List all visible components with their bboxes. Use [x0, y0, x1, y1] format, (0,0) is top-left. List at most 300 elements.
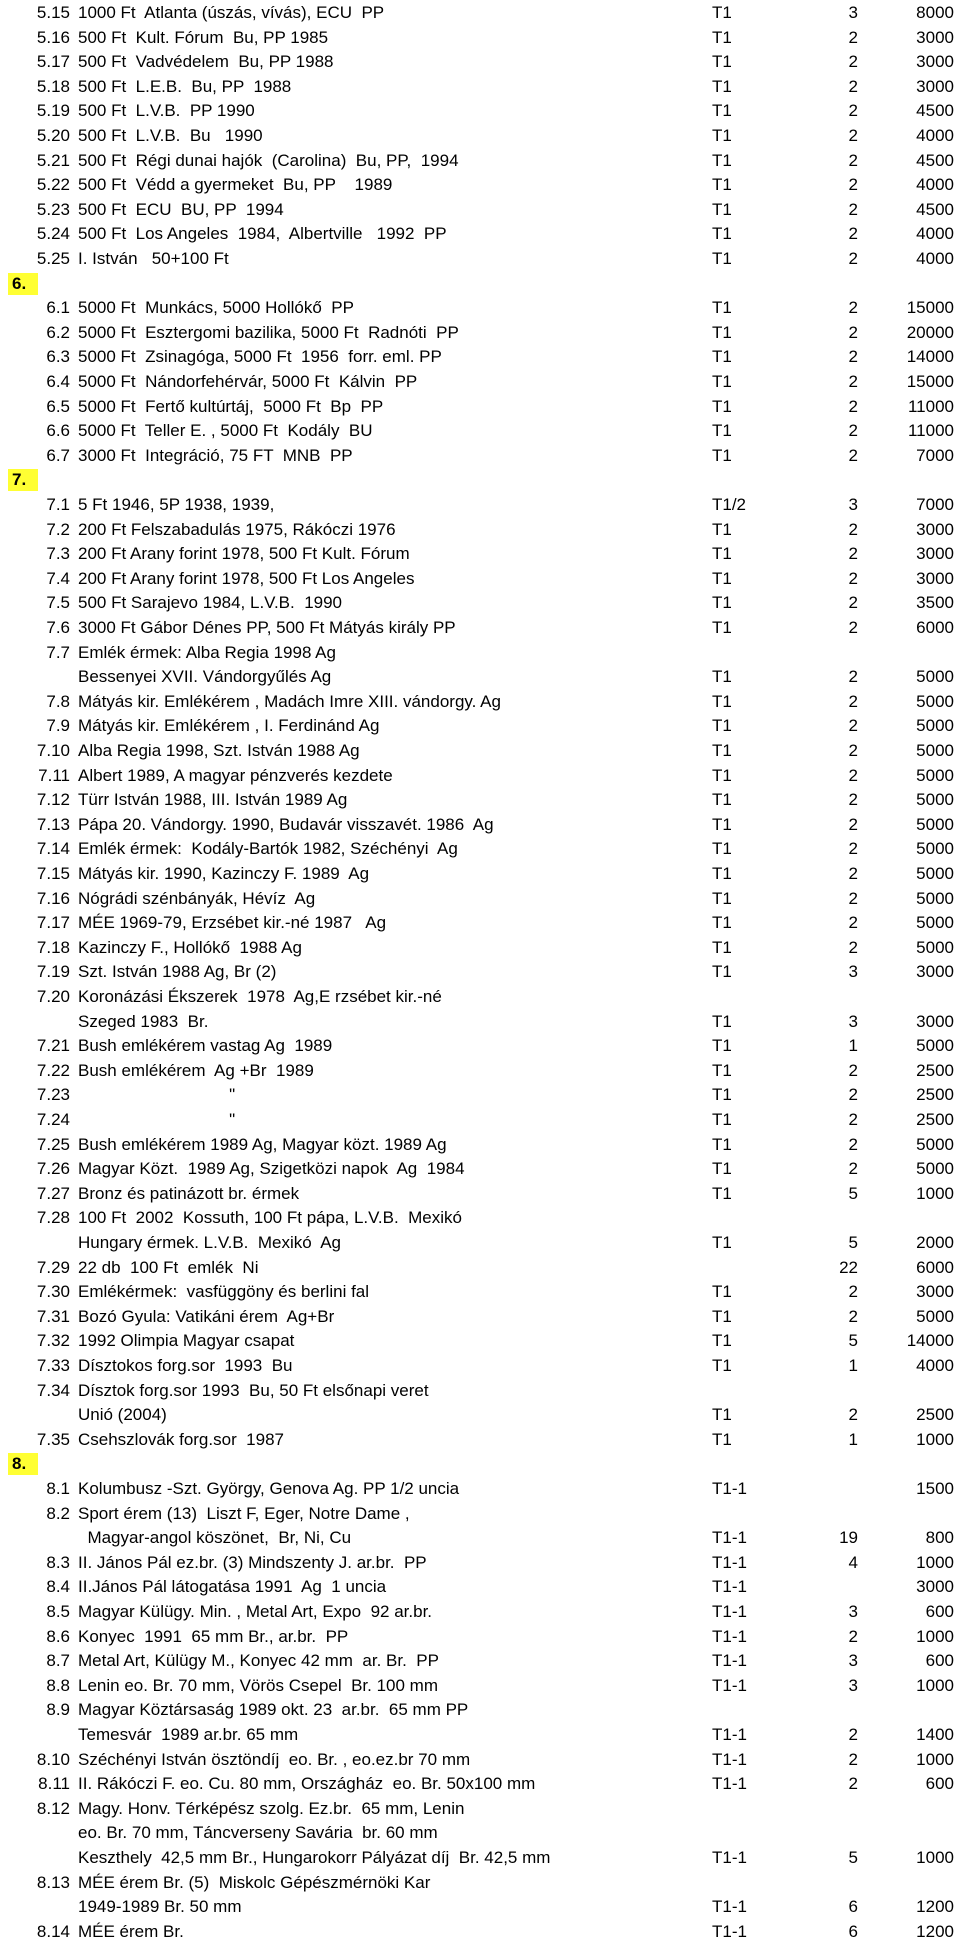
item-price: 3500 [916, 593, 954, 613]
list-item [0, 1772, 960, 1797]
item-price: 3000 [916, 962, 954, 982]
item-quantity: 3 [848, 1602, 858, 1621]
description-line: Kolumbusz -Szt. György, Genova Ag. PP 1/2 uncia [78, 1479, 460, 1498]
item-price: 3000 [916, 544, 954, 564]
item-grade: T1 [712, 962, 732, 982]
item-quantity: 2 [848, 27, 858, 47]
item-number: 7.1 [46, 495, 70, 514]
list-item [0, 26, 960, 51]
description-line: Pápa 20. Vándorgy. 1990, Budavár visszavét. 1986 Ag [78, 814, 494, 834]
item-price: 4500 [916, 101, 954, 121]
item-price: 3000 [916, 1577, 954, 1597]
item-price: 600 [925, 1651, 954, 1671]
list-item [0, 296, 960, 321]
description-line: Magyar Köztársaság 1989 okt. 23 ar.br. 65 mm PP [78, 1700, 469, 1720]
item-grade: T1 [712, 790, 732, 810]
item-number: 8.9 [46, 1700, 70, 1720]
list-item [0, 542, 960, 567]
item-number: 6.5 [46, 396, 70, 416]
description-line: Konyec 1991 65 mm Br., ar.br. PP [78, 1626, 349, 1646]
item-quantity: 2 [848, 1134, 858, 1154]
item-grade: T1 [712, 1159, 732, 1179]
list-item [0, 1698, 960, 1747]
item-quantity: 6 [848, 1897, 858, 1917]
item-number: 7.16 [36, 888, 70, 908]
item-quantity: 2 [848, 1724, 858, 1744]
item-quantity: 2 [848, 913, 858, 933]
item-grade: T1 [712, 913, 732, 933]
item-price: 4000 [916, 249, 954, 268]
item-number: 5.16 [36, 27, 70, 47]
item-price: 5000 [916, 839, 954, 859]
item-number: 5.19 [36, 101, 70, 121]
item-grade: T1 [712, 568, 732, 588]
item-quantity: 1 [848, 1036, 858, 1056]
item-grade: T1 [712, 544, 732, 564]
description-line: Emlékérmek: vasfüggöny és berlini fal [78, 1282, 370, 1302]
item-number: 8.10 [36, 1749, 70, 1769]
description-line: Dísztokos forg.sor 1993 Bu [78, 1356, 293, 1375]
list-item [0, 173, 960, 198]
item-grade: T1 [712, 1356, 732, 1375]
item-number: 8.11 [38, 1774, 70, 1794]
item-number: 7.27 [36, 1183, 70, 1203]
item-grade: T1-1 [712, 1528, 747, 1548]
description-line: Széchényi István ösztöndíj eo. Br. , eo.ez.br 70 mm [78, 1749, 471, 1769]
item-price: 5000 [916, 1036, 954, 1056]
item-grade: T1 [712, 396, 732, 416]
item-price: 5000 [916, 937, 954, 957]
item-grade: T1 [712, 322, 732, 342]
item-number: 7.23 [36, 1085, 70, 1105]
item-quantity: 19 [839, 1528, 858, 1548]
item-quantity: 3 [848, 1675, 858, 1695]
list-item [0, 124, 960, 149]
item-quantity: 2 [848, 790, 858, 810]
list-item [0, 518, 960, 543]
item-price: 5000 [916, 765, 954, 785]
item-number: 8.5 [46, 1602, 70, 1621]
item-quantity: 3 [848, 962, 858, 982]
description-line: 200 Ft Arany forint 1978, 500 Ft Kult. Fórum [78, 544, 410, 564]
description-line: 5 Ft 1946, 5P 1938, 1939, [78, 495, 275, 514]
list-item [0, 1625, 960, 1650]
item-price: 1400 [916, 1724, 954, 1744]
item-quantity: 2 [848, 667, 858, 687]
description-line: Mátyás kir. 1990, Kazinczy F. 1989 Ag [78, 864, 370, 883]
item-quantity: 2 [848, 421, 858, 441]
list-item [0, 395, 960, 420]
list-item [0, 837, 960, 862]
description-line: Emlék érmek: Alba Regia 1998 Ag [78, 642, 336, 662]
description-line: Bush emlékérem vastag Ag 1989 [78, 1036, 333, 1056]
item-quantity: 5 [848, 1183, 858, 1203]
description-line: Temesvár 1989 ar.br. 65 mm [78, 1724, 299, 1744]
item-quantity: 2 [848, 175, 858, 195]
item-quantity: 2 [848, 519, 858, 539]
list-item [0, 1871, 960, 1920]
item-quantity: 2 [848, 937, 858, 957]
item-grade: T1-1 [712, 1847, 747, 1867]
description-line: 5000 Ft Munkács, 5000 Hollókő PP [78, 298, 354, 318]
item-number: 8.12 [36, 1798, 70, 1818]
item-quantity: 2 [848, 839, 858, 859]
list-item [0, 444, 960, 469]
item-number: 5.18 [36, 76, 70, 96]
item-price: 5000 [916, 741, 954, 760]
list-item [0, 247, 960, 272]
item-price: 14000 [906, 1331, 954, 1351]
item-number: 7.18 [36, 937, 70, 957]
item-price: 15000 [906, 298, 954, 318]
item-price: 1000 [916, 1626, 954, 1646]
item-grade: T1 [712, 1331, 732, 1351]
description-line: 500 Ft Régi dunai hajók (Carolina) Bu, PP, 1994 [78, 150, 459, 170]
list-item [0, 1059, 960, 1084]
item-price: 5000 [916, 716, 954, 736]
item-grade: T1 [712, 888, 732, 908]
list-item [0, 419, 960, 444]
list-item [0, 1280, 960, 1305]
item-price: 7000 [916, 445, 954, 465]
description-line: MÉE érem Br. [78, 1921, 184, 1941]
description-line: Alba Regia 1998, Szt. István 1988 Ag [78, 741, 360, 760]
item-number: 7.35 [36, 1429, 70, 1449]
description-line: Kazinczy F., Hollókő 1988 Ag [78, 937, 302, 957]
item-quantity: 2 [848, 1282, 858, 1302]
description-line: 22 db 100 Ft emlék Ni [78, 1257, 259, 1277]
item-number: 5.15 [36, 3, 70, 22]
list-item [0, 370, 960, 395]
item-grade: T1 [712, 421, 732, 441]
item-number: 8.7 [46, 1651, 70, 1671]
item-price: 11000 [907, 421, 954, 441]
item-price: 4000 [916, 224, 954, 244]
description-line: 5000 Ft Esztergomi bazilika, 5000 Ft Radnóti PP [78, 322, 459, 342]
description-line: 500 Ft Sarajevo 1984, L.V.B. 1990 [78, 593, 343, 613]
item-quantity: 2 [848, 593, 858, 613]
description-line: Lenin eo. Br. 70 mm, Vörös Csepel Br. 100 mm [78, 1675, 438, 1695]
list-item [0, 862, 960, 887]
description-line: 3000 Ft Gábor Dénes PP, 500 Ft Mátyás király PP [78, 618, 456, 637]
list-item [0, 1920, 960, 1945]
list-item [0, 1256, 960, 1281]
list-item [0, 321, 960, 346]
item-quantity: 2 [848, 888, 858, 908]
item-grade: T1 [712, 1429, 732, 1449]
item-number: 5.25 [36, 249, 70, 268]
item-number: 7.14 [36, 839, 70, 859]
item-price: 3000 [916, 27, 954, 47]
item-number: 5.21 [36, 150, 70, 170]
description-line: 5000 Ft Fertő kultúrtáj, 5000 Ft Bp PP [78, 396, 384, 416]
item-number: 7.17 [36, 913, 70, 933]
description-line: II. Rákóczi F. eo. Cu. 80 mm, Országház eo. Br. 50x100 mm [78, 1774, 536, 1794]
description-line: II. János Pál ez.br. (3) Mindszenty J. ar.br. PP [78, 1552, 427, 1572]
item-grade: T1 [712, 372, 732, 391]
item-price: 1000 [916, 1429, 954, 1449]
description-line: Mátyás kir. Emlékérem , I. Ferdinánd Ag [78, 716, 380, 736]
item-number: 7.3 [46, 544, 70, 564]
item-grade: T1 [712, 691, 732, 711]
item-quantity: 2 [848, 1774, 858, 1794]
item-number: 7.20 [36, 987, 70, 1006]
item-quantity: 2 [848, 544, 858, 564]
item-price: 3000 [916, 52, 954, 72]
item-number: 7.24 [36, 1110, 70, 1129]
item-quantity: 2 [848, 199, 858, 219]
item-price: 5000 [916, 667, 954, 687]
item-grade: T1 [712, 1011, 732, 1031]
description-line: Bessenyei XVII. Vándorgyűlés Ag [78, 667, 332, 687]
item-quantity: 2 [848, 1749, 858, 1769]
description-line: Türr István 1988, III. István 1989 Ag [78, 790, 348, 810]
item-number: 5.17 [36, 52, 70, 72]
item-number: 7.21 [36, 1036, 70, 1056]
list-item [0, 985, 960, 1034]
item-quantity: 2 [848, 1626, 858, 1646]
list-item [0, 591, 960, 616]
item-number: 7.13 [36, 814, 70, 834]
description-line: Sport érem (13) Liszt F, Eger, Notre Dame , [78, 1503, 410, 1523]
item-grade: T1 [712, 1306, 732, 1326]
item-number: 6.3 [46, 347, 70, 367]
item-price: 4000 [916, 126, 954, 145]
item-quantity: 2 [848, 741, 858, 760]
list-item [0, 1477, 960, 1502]
description-line: Bozó Gyula: Vatikáni érem Ag+Br [78, 1306, 335, 1326]
item-grade: T1 [712, 249, 732, 268]
item-price: 1000 [916, 1675, 954, 1695]
description-line: " [78, 1085, 236, 1105]
item-number: 8.4 [46, 1577, 70, 1597]
item-number: 6.1 [46, 298, 70, 318]
list-item [0, 960, 960, 985]
item-quantity: 3 [848, 495, 858, 514]
item-number: 5.22 [36, 175, 70, 195]
item-number: 7.32 [36, 1331, 70, 1351]
item-quantity: 2 [848, 372, 858, 391]
item-price: 3000 [916, 1011, 954, 1031]
item-number: 7.12 [36, 790, 70, 810]
description-line: Koronázási Ékszerek 1978 Ag,E rzsébet kir.-né [78, 987, 442, 1006]
item-number: 7.6 [46, 618, 70, 637]
item-quantity: 2 [848, 126, 858, 145]
item-price: 5000 [916, 691, 954, 711]
list-item [0, 616, 960, 641]
description-line: Magy. Honv. Térképész szolg. Ez.br. 65 mm, Lenin [78, 1798, 465, 1818]
item-quantity: 5 [848, 1847, 858, 1867]
item-number: 7.15 [36, 864, 70, 883]
description-line: " [78, 1110, 236, 1129]
item-number: 8.2 [46, 1503, 70, 1523]
item-quantity: 3 [848, 3, 858, 22]
item-price: 1000 [916, 1552, 954, 1572]
item-grade: T1-1 [712, 1626, 747, 1646]
item-grade: T1 [712, 741, 732, 760]
item-grade: T1 [712, 101, 732, 121]
list-item [0, 1133, 960, 1158]
description-line: 200 Ft Felszabadulás 1975, Rákóczi 1976 [78, 519, 396, 539]
item-price: 15000 [906, 372, 954, 391]
item-price: 1200 [916, 1897, 954, 1917]
item-price: 4500 [916, 199, 954, 219]
item-grade: T1 [712, 765, 732, 785]
list-item [0, 1502, 960, 1551]
list-item [0, 1157, 960, 1182]
description-line: Bronz és patinázott br. érmek [78, 1183, 300, 1203]
list-item [0, 1206, 960, 1255]
description-line: Albert 1989, A magyar pénzverés kezdete [78, 765, 393, 785]
item-number: 7.29 [36, 1257, 70, 1277]
item-price: 7000 [916, 495, 954, 514]
item-number: 6.7 [46, 445, 70, 465]
description-line: 5000 Ft Teller E. , 5000 Ft Kodály BU [78, 421, 373, 441]
item-price: 600 [925, 1602, 954, 1621]
item-price: 2500 [916, 1085, 954, 1105]
item-grade: T1-1 [712, 1774, 747, 1794]
item-quantity: 2 [848, 76, 858, 96]
description-line: 500 Ft L.E.B. Bu, PP 1988 [78, 76, 292, 96]
item-price: 2000 [916, 1232, 954, 1252]
description-line: Szeged 1983 Br. [78, 1011, 209, 1031]
description-line: Emlék érmek: Kodály-Bartók 1982, Széchényi Ag [78, 839, 458, 859]
item-grade: T1 [712, 814, 732, 834]
list-item [0, 222, 960, 247]
item-quantity: 1 [848, 1429, 858, 1449]
item-grade: T1 [712, 3, 732, 22]
description-line: Mátyás kir. Emlékérem , Madách Imre XIII. vándorgy. Ag [78, 691, 501, 711]
item-number: 7.25 [36, 1134, 70, 1154]
description-line: Magyar-angol köszönet, Br, Ni, Cu [78, 1528, 352, 1548]
item-grade: T1 [712, 175, 732, 195]
item-quantity: 5 [848, 1232, 858, 1252]
description-line: Metal Art, Külügy M., Konyec 42 mm ar. Br. PP [78, 1651, 439, 1671]
item-price: 14000 [906, 347, 954, 367]
description-line: 500 Ft Los Angeles 1984, Albertville 1992 PP [78, 224, 447, 244]
item-number: 8.13 [36, 1872, 70, 1892]
list-item [0, 1182, 960, 1207]
item-grade: T1-1 [712, 1675, 747, 1695]
item-quantity: 2 [848, 347, 858, 367]
item-grade: T1 [712, 716, 732, 736]
description-line: 1000 Ft Atlanta (úszás, vívás), ECU PP [78, 3, 385, 22]
item-quantity: 2 [848, 150, 858, 170]
item-number: 7.33 [36, 1356, 70, 1375]
item-price: 5000 [916, 1306, 954, 1326]
item-number: 6.2 [46, 322, 70, 342]
list-item [0, 813, 960, 838]
item-grade: T1 [712, 864, 732, 883]
item-quantity: 5 [848, 1331, 858, 1351]
item-grade: T1 [712, 1232, 732, 1252]
item-grade: T1 [712, 1405, 732, 1425]
item-quantity: 2 [848, 445, 858, 465]
list-item [0, 493, 960, 518]
item-quantity: 4 [848, 1552, 858, 1572]
description-line: I. István 50+100 Ft [78, 249, 229, 268]
description-line: Magyar Külügy. Min. , Metal Art, Expo 92 ar.br. [78, 1602, 433, 1621]
item-number: 8.6 [46, 1626, 70, 1646]
description-line: eo. Br. 70 mm, Táncverseny Savária br. 60 mm [78, 1823, 438, 1843]
item-grade: T1 [712, 347, 732, 367]
list-item [0, 1551, 960, 1576]
item-price: 1000 [916, 1749, 954, 1769]
section-heading: 6. [8, 273, 38, 295]
item-price: 6000 [916, 618, 954, 637]
item-price: 600 [925, 1774, 954, 1794]
item-price: 1000 [916, 1183, 954, 1203]
item-grade: T1 [712, 150, 732, 170]
item-number: 7.28 [36, 1208, 70, 1228]
item-price: 4000 [916, 175, 954, 195]
list-item [0, 149, 960, 174]
description-line: 5000 Ft Nándorfehérvár, 5000 Ft Kálvin PP [78, 372, 418, 391]
item-grade: T1 [712, 593, 732, 613]
description-line: Keszthely 42,5 mm Br., Hungarokorr Pályázat díj Br. 42,5 mm [78, 1847, 551, 1867]
item-number: 8.14 [36, 1921, 70, 1941]
item-price: 11000 [907, 396, 954, 416]
item-number: 7.19 [36, 962, 70, 982]
section-heading: 8. [8, 1453, 38, 1475]
list-item [0, 1428, 960, 1453]
item-grade: T1 [712, 1110, 732, 1129]
item-number: 8.3 [46, 1552, 70, 1572]
item-quantity: 2 [848, 101, 858, 121]
item-quantity: 1 [848, 1356, 858, 1375]
list-item [0, 641, 960, 690]
list-item [0, 1649, 960, 1674]
item-price: 8000 [916, 3, 954, 22]
description-line: Hungary érmek. L.V.B. Mexikó Ag [78, 1232, 341, 1252]
item-number: 7.4 [46, 568, 70, 588]
item-quantity: 2 [848, 396, 858, 416]
item-price: 800 [925, 1528, 954, 1548]
item-grade: T1-1 [712, 1749, 747, 1769]
list-item [0, 1, 960, 26]
item-quantity: 2 [848, 765, 858, 785]
list-item [0, 1329, 960, 1354]
list-item [0, 1575, 960, 1600]
item-price: 4500 [916, 150, 954, 170]
item-quantity: 6 [848, 1921, 858, 1941]
list-item [0, 1034, 960, 1059]
item-grade: T1 [712, 52, 732, 72]
item-price: 5000 [916, 814, 954, 834]
item-quantity: 2 [848, 814, 858, 834]
item-quantity: 2 [848, 1060, 858, 1080]
list-item [0, 345, 960, 370]
item-number: 7.7 [46, 642, 70, 662]
list-item [0, 567, 960, 592]
description-line: Bush emlékérem 1989 Ag, Magyar közt. 1989 Ag [78, 1134, 447, 1154]
description-line: Bush emlékérem Ag +Br 1989 [78, 1060, 314, 1080]
item-number: 7.8 [46, 691, 70, 711]
item-number: 7.30 [36, 1282, 70, 1302]
list-item [0, 714, 960, 739]
list-item [0, 1083, 960, 1108]
item-quantity: 2 [848, 52, 858, 72]
item-grade: T1/2 [712, 495, 747, 514]
item-grade: T1 [712, 618, 732, 637]
item-grade: T1 [712, 76, 732, 96]
description-line: 500 Ft Vadvédelem Bu, PP 1988 [78, 52, 334, 72]
list-item [0, 788, 960, 813]
item-price: 4000 [916, 1356, 954, 1375]
list-item [0, 1600, 960, 1625]
item-grade: T1-1 [712, 1552, 747, 1572]
item-number: 6.6 [46, 421, 70, 441]
